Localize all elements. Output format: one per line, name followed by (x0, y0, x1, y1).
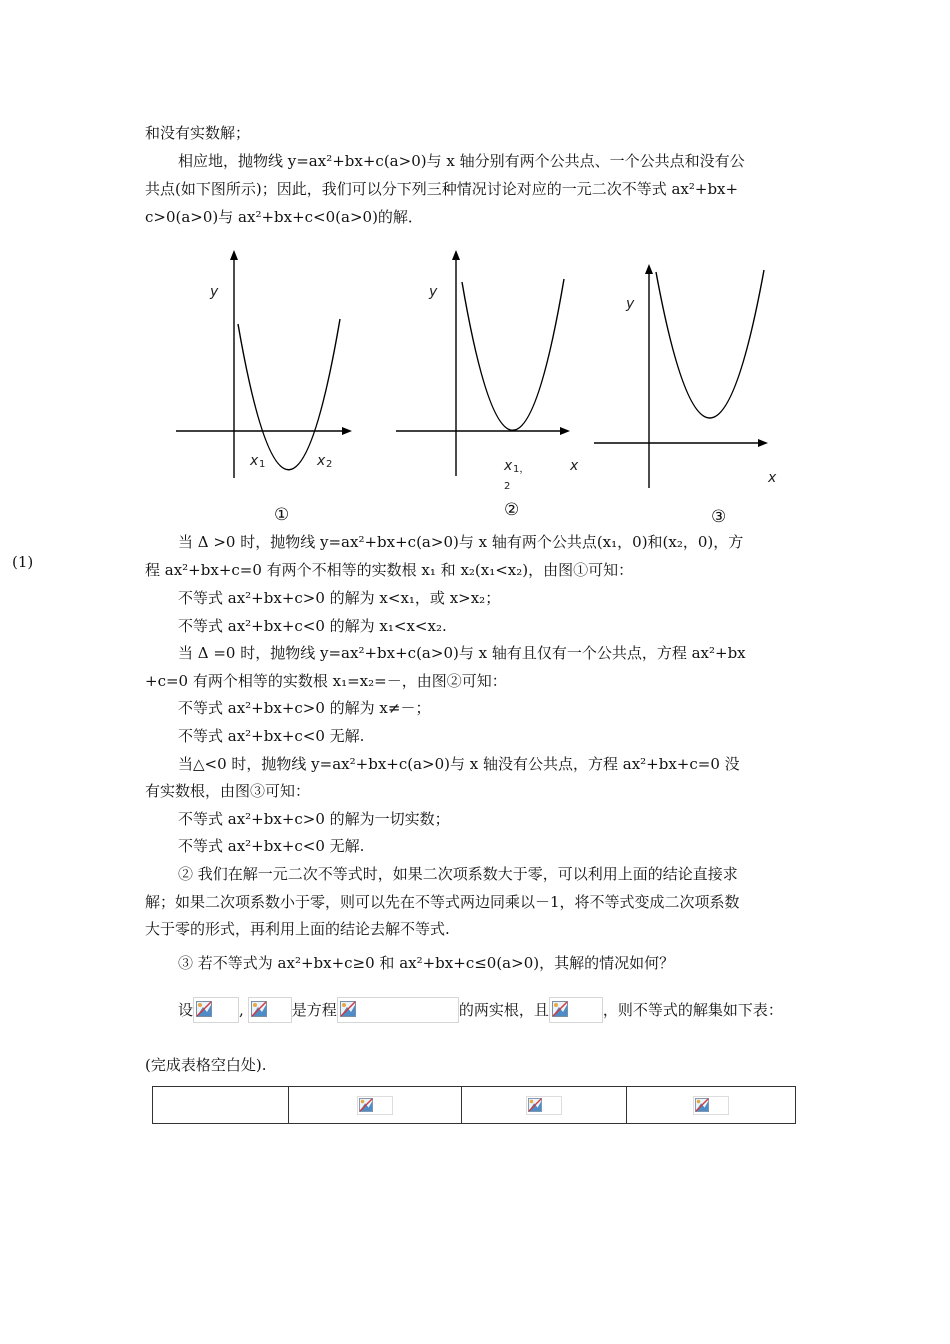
text-line: 不等式 ax²+bx+c<0 无解. (178, 727, 365, 745)
text-fragment: ，则不等式的解集如下表： (602, 1001, 783, 1019)
text-line: +c=0 有两个相等的实数根 x₁=x₂=－，由图②可知： (145, 672, 507, 690)
table-header-cell (627, 1087, 796, 1124)
table-header-cell (289, 1087, 462, 1124)
formula-image (337, 997, 459, 1023)
text-line: 程 ax²+bx+c=0 有两个不相等的实数根 x₁ 和 x₂(x₁<x₂)，由图①可知： (145, 561, 634, 579)
root-label: x (250, 453, 259, 469)
text-line: ③ 若不等式为 ax²+bx+c≥0 和 ax²+bx+c≤0(a>0)，其解的情况如何？ (178, 954, 675, 972)
graph-one-root (394, 248, 584, 493)
graph-two-roots (172, 248, 362, 488)
text-line: 不等式 ax²+bx+c>0 的解为一切实数； (178, 810, 450, 828)
broken-image-icon (251, 1001, 267, 1017)
text-line: 当 Δ >0 时，抛物线 y=ax²+bx+c(a>0)与 x 轴有两个公共点(x₁，0)和(x₂，0)，方 (178, 533, 744, 551)
text-line: 共点(如下图所示)；因此，我们可以分下列三种情况讨论对应的一元二次不等式 ax²+bx+ (145, 180, 739, 198)
root-subscript: 2 (504, 481, 511, 492)
text-line: ② 我们在解一元二次不等式时，如果二次项系数大于零，可以利用上面的结论直接求 (178, 865, 738, 883)
formula-image (526, 1096, 562, 1115)
figure-caption: ① (274, 505, 290, 525)
root-subscript: 1， (513, 464, 530, 475)
broken-image-icon (528, 1098, 542, 1112)
table-row (153, 1087, 796, 1124)
text-line: 不等式 ax²+bx+c<0 的解为 x₁<x<x₂. (178, 617, 447, 635)
text-fragment: 设 (178, 1001, 194, 1019)
broken-image-icon (359, 1098, 373, 1112)
broken-image-icon (695, 1098, 709, 1112)
x-axis-label: x (768, 470, 777, 486)
text-line: 相应地，抛物线 y=ax²+bx+c(a>0)与 x 轴分别有两个公共点、一个公共点和没有公 (178, 152, 745, 170)
broken-image-icon (552, 1001, 568, 1017)
text-line: (完成表格空白处). (145, 1056, 267, 1074)
broken-image-icon (196, 1001, 212, 1017)
margin-label: (1) (12, 553, 34, 571)
formula-image (693, 1096, 729, 1115)
table-header-cell (462, 1087, 627, 1124)
figure-caption: ③ (711, 507, 727, 527)
table-cell (153, 1087, 289, 1124)
x-axis-label: x (570, 458, 579, 474)
text-fragment: , (239, 1001, 244, 1019)
text-line: 当△<0 时，抛物线 y=ax²+bx+c(a>0)与 x 轴没有公共点，方程 ax²+bx+c=0 没 (178, 755, 740, 773)
root-subscript: 1 (259, 459, 266, 470)
root-label: x (317, 453, 326, 469)
formula-image (193, 997, 239, 1023)
formula-image (549, 997, 603, 1023)
broken-image-icon (340, 1001, 356, 1017)
text-fragment: 的两实根，且 (458, 1001, 549, 1019)
graph-no-root (590, 260, 790, 495)
y-axis-label: y (210, 284, 219, 300)
text-line: 有实数根，由图③可知： (145, 782, 311, 800)
y-axis-label: y (626, 296, 635, 312)
text-line: 大于零的形式，再利用上面的结论去解不等式. (145, 920, 450, 938)
text-line: 和没有实数解； (145, 124, 251, 142)
text-fragment: 是方程 (291, 1001, 337, 1019)
text-line: 不等式 ax²+bx+c<0 无解. (178, 837, 365, 855)
text-line: 不等式 ax²+bx+c>0 的解为 x<x₁，或 x>x₂； (178, 589, 501, 607)
formula-image (248, 997, 292, 1023)
root-label: x (504, 458, 513, 474)
text-line: c>0(a>0)与 ax²+bx+c<0(a>0)的解． (145, 208, 423, 226)
formula-image (357, 1096, 393, 1115)
figure-caption: ② (504, 500, 520, 520)
root-subscript: 2 (326, 459, 333, 470)
text-line: 解；如果二次项系数小于零，则可以先在不等式两边同乘以－1，将不等式变成二次项系数 (145, 893, 740, 911)
solution-table (152, 1086, 796, 1124)
roots-setup-row (178, 996, 783, 1023)
y-axis-label: y (429, 284, 438, 300)
text-line: 不等式 ax²+bx+c>0 的解为 x≠－； (178, 699, 431, 717)
text-line: 当 Δ =0 时，抛物线 y=ax²+bx+c(a>0)与 x 轴有且仅有一个公共点，方程 ax²+bx (178, 644, 746, 662)
